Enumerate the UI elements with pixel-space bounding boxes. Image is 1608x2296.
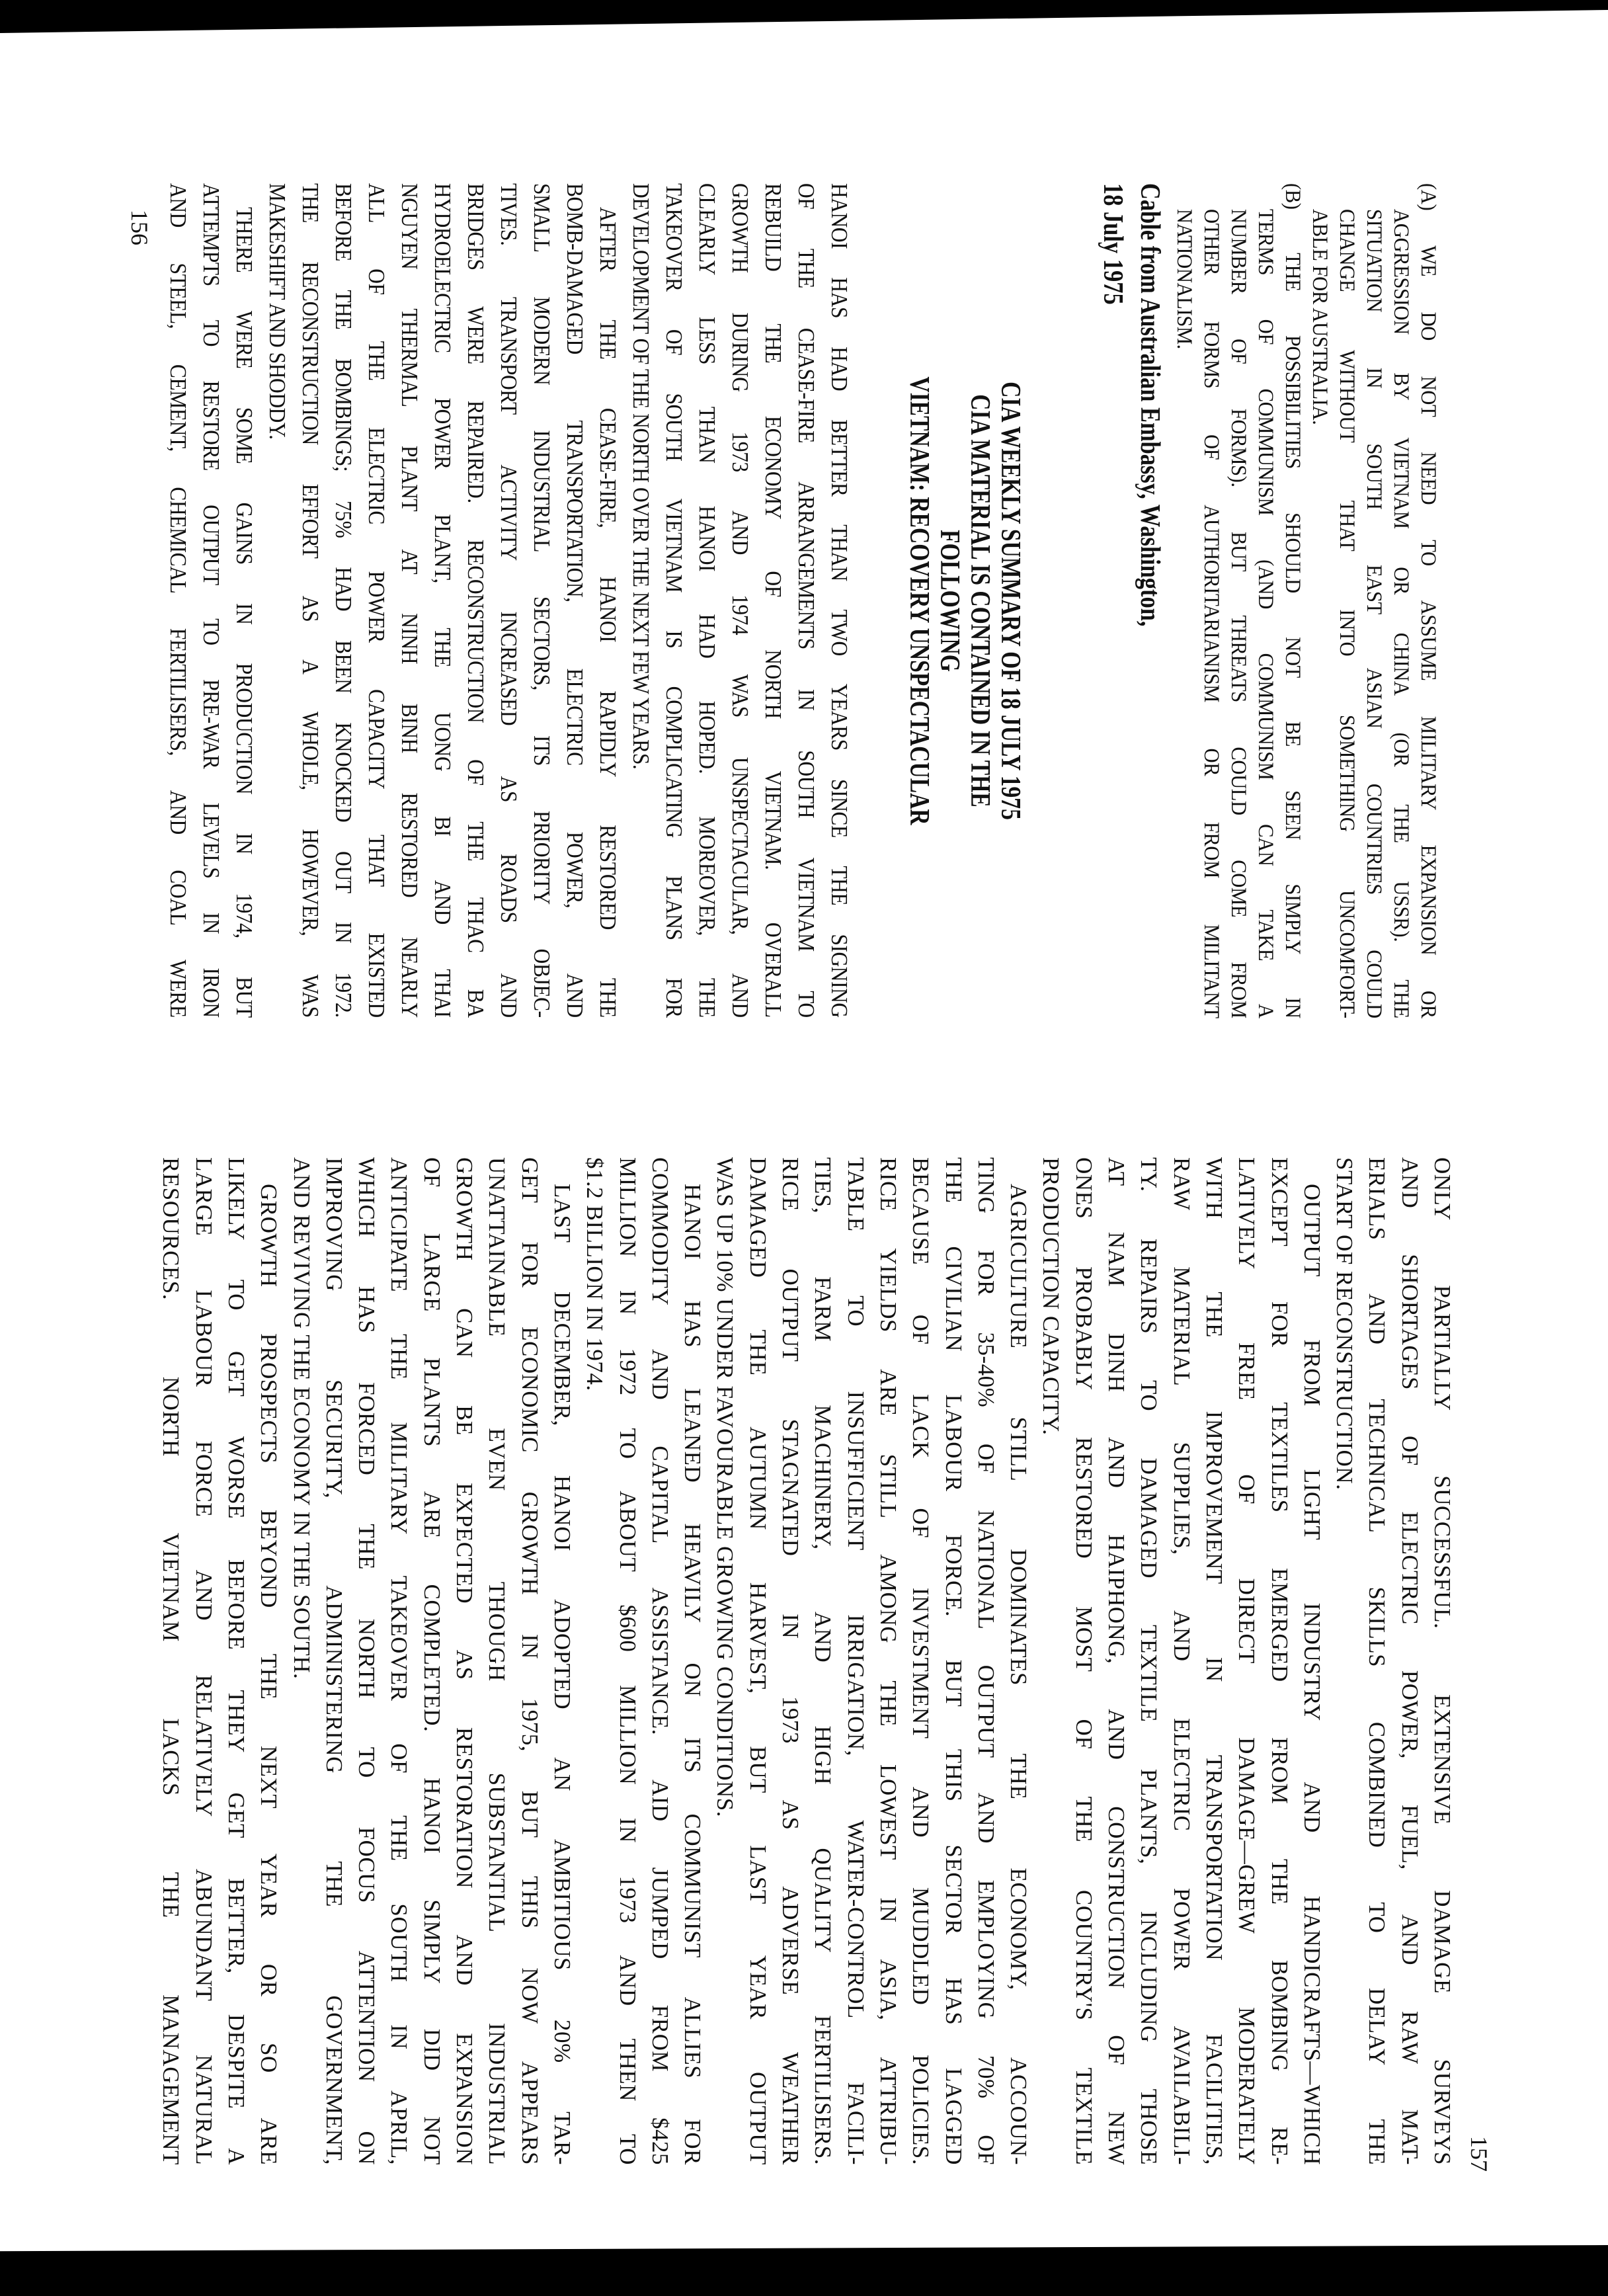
text-line: TAKEOVER OF SOUTH VIETNAM IS COMPLICATING PLANS FOR <box>661 183 687 1018</box>
scan-edge-bottom <box>0 2245 1608 2296</box>
text-line: EXCEPT FOR TEXTILES EMERGED FROM THE BOMBING RE- <box>1266 1157 1293 2165</box>
scan-edge-top <box>0 0 1608 33</box>
text-line: ERIALS AND TECHNICAL SKILLS COMBINED TO DELAY THE <box>1364 1157 1390 2165</box>
text-line: SMALL MODERN INDUSTRIAL SECTORS, ITS PRIORITY OBJEC- <box>529 183 555 1018</box>
text-line: TABLE TO INSUFFICIENT IRRIGATION, WATER-CONTROL FACILI- <box>842 1157 869 2165</box>
text-line: LAST DECEMBER, HANOI ADOPTED AN AMBITIOUS 20% TAR- <box>549 1184 575 2165</box>
text-line: START OF RECONSTRUCTION. <box>1332 1157 1358 1491</box>
body-text <box>155 1157 1459 2165</box>
page-number: 157 <box>1466 2136 1492 2172</box>
text-line: DAMAGED THE AUTUMN HARVEST, BUT LAST YEAR OUTPUT <box>744 1157 771 2165</box>
text-line: TING FOR 35-40% OF NATIONAL OUTPUT AND EMPLOYING 70% OF <box>973 1157 999 2165</box>
text-line: TIVES. TRANSPORT ACTIVITY INCREASED AS ROADS AND <box>496 183 522 1018</box>
text-line: CHANGE WITHOUT THAT INTO SOMETHING UNCOMFORT- <box>1335 209 1359 1018</box>
text-line: MILLION IN 1972 TO ABOUT $600 MILLION IN 1973 AND THEN TO <box>614 1157 641 2165</box>
text-line: TY. REPAIRS TO DAMAGED TEXTILE PLANTS, INCLUDING THOSE <box>1136 1157 1162 2165</box>
text-line: SITUATION IN SOUTH EAST ASIAN COUNTRIES COULD <box>1362 209 1386 1018</box>
text-line: HYDROELECTRIC POWER PLANT, THE UONG BI AND THAI <box>430 183 456 1018</box>
text-line: OF LARGE PLANTS ARE COMPLETED. HANOI SIMPLY DID NOT <box>419 1157 445 2165</box>
text-line: (B) THE POSSIBILITIES SHOULD NOT BE SEEN SIMPLY IN <box>1281 183 1305 1018</box>
text-line: WHICH HAS FORCED THE NORTH TO FOCUS ATTENTION ON <box>354 1157 380 2165</box>
text-line: REBUILD THE ECONOMY OF NORTH VIETNAM. OVERALL <box>760 183 786 1018</box>
text-line: DEVELOPMENT OF THE NORTH OVER THE NEXT FEW YEARS. <box>628 183 654 770</box>
text-line: GROWTH DURING 1973 AND 1974 WAS UNSPECTACULAR, AND <box>727 183 753 1018</box>
text-line: WITH THE IMPROVEMENT IN TRANSPORTATION FACILITIES, <box>1201 1157 1227 2165</box>
text-line: WAS UP 10% UNDER FAVOURABLE GROWING CONDITIONS. <box>712 1157 739 1817</box>
text-line: OF THE CEASE-FIRE ARRANGEMENTS IN SOUTH VIETNAM TO <box>793 183 819 1018</box>
text-line: CIA MATERIAL IS CONTAINED IN THE <box>965 394 995 807</box>
text-line: $1.2 BILLION IN 1974. <box>582 1157 608 1391</box>
text-line: COMMODITY AND CAPITAL ASSISTANCE. AID JUMPED FROM $425 <box>647 1157 673 2165</box>
text-line: HANOI HAS HAD BETTER THAN TWO YEARS SINCE THE SIGNING <box>826 183 852 1018</box>
text-line: BOMB-DAMAGED TRANSPORTATION, ELECTRIC POWER, AND <box>562 183 588 1018</box>
text-line: (A) WE DO NOT NEED TO ASSUME MILITARY EXPANSION OR <box>1416 183 1440 1018</box>
text-line: LARGE LABOUR FORCE AND RELATIVELY ABUNDANT NATURAL <box>190 1157 217 2165</box>
page-156 <box>126 183 1448 1018</box>
text-line: BEFORE THE BOMBINGS; 75% HAD BEEN KNOCKED OUT IN 1972. <box>331 183 356 1018</box>
article-title <box>904 183 1025 1018</box>
text-line: GET FOR ECONOMIC GROWTH IN 1975, BUT THIS NOW APPEARS <box>516 1157 543 2165</box>
text-line: BECAUSE OF LACK OF INVESTMENT AND MUDDLED POLICIES. <box>908 1157 934 2165</box>
text-line: GROWTH CAN BE EXPECTED AS RESTORATION AND EXPANSION <box>452 1157 478 2165</box>
text-line: CLEARLY LESS THAN HANOI HAD HOPED. MOREOVER, THE <box>694 183 720 1018</box>
text-line: AND STEEL, CEMENT, CHEMICAL FERTILISERS, AND COAL WERE <box>165 183 191 1018</box>
list-points <box>1170 183 1441 1018</box>
text-line: ANTICIPATE THE MILITARY TAKEOVER OF THE SOUTH IN APRIL, <box>386 1157 413 2165</box>
text-line: RAW MATERIAL SUPPLIES, AND ELECTRIC POWER AVAILABILI- <box>1168 1157 1195 2165</box>
text-line: Cable from Australian Embassy, Washington, <box>1135 183 1165 627</box>
text-line: MAKESHIFT AND SHODDY. <box>264 183 290 440</box>
text-line: NGUYEN THERMAL PLANT AT NINH BINH RESTORED NEARLY <box>397 183 422 1018</box>
text-line: BRIDGES WERE REPAIRED. RECONSTRUCTION OF THE THAC BA <box>463 183 489 1018</box>
text-line: AT NAM DINH AND HAIPHONG, AND CONSTRUCTION OF NEW <box>1104 1157 1130 2165</box>
text-line: NATIONALISM. <box>1172 209 1196 349</box>
text-line: LATIVELY FREE OF DIRECT DAMAGE—GREW MODERATELY <box>1234 1157 1260 2165</box>
text-line: TIES, FARM MACHINERY, AND HIGH QUALITY FERTILISERS. <box>810 1157 836 2165</box>
text-line: IMPROVING SECURITY, ADMINISTERING THE GOVERNMENT, <box>321 1157 347 2165</box>
page-157 <box>139 1157 1492 2172</box>
text-line: RESOURCES. NORTH VIETNAM LACKS THE MANAGEMENT <box>158 1157 184 2165</box>
text-line: ONES PROBABLY RESTORED MOST OF THE COUNTRY'S TEXTILE <box>1070 1157 1097 2165</box>
text-line: 18 July 1975 <box>1098 183 1128 305</box>
text-line: HANOI HAS LEANED HEAVILY ON ITS COMMUNIST ALLIES FOR <box>680 1184 706 2165</box>
page-number: 156 <box>126 210 153 245</box>
text-line: ABLE FOR AUSTRALIA. <box>1308 209 1332 425</box>
text-line: PRODUCTION CAPACITY. <box>1038 1157 1065 1436</box>
text-line: UNATTAINABLE EVEN THOUGH SUBSTANTIAL INDUSTRIAL <box>484 1157 510 2165</box>
text-line: FOLLOWING <box>934 530 965 672</box>
text-line: CIA WEEKLY SUMMARY OF 18 JULY 1975 <box>995 382 1025 820</box>
text-line: ATTEMPTS TO RESTORE OUTPUT TO PRE-WAR LEVELS IN IRON <box>198 183 224 1018</box>
text-line: GROWTH PROSPECTS BEYOND THE NEXT YEAR OR SO ARE <box>256 1184 282 2165</box>
text-line: ONLY PARTIALLY SUCCESSFUL. EXTENSIVE DAMAGE SURVEYS <box>1429 1157 1455 2165</box>
text-line: OTHER FORMS OF AUTHORITARIANISM OR FROM MILITANT <box>1199 209 1223 1018</box>
text-line: AGGRESSION BY VIETNAM OR CHINA (OR THE USSR). THE <box>1389 209 1413 1018</box>
body-text <box>161 183 856 1018</box>
text-line: THERE WERE SOME GAINS IN PRODUCTION IN 1974, BUT <box>231 207 257 1018</box>
text-line: RICE OUTPUT STAGNATED IN 1973 AS ADVERSE WEATHER <box>778 1157 804 2165</box>
text-line: RICE YIELDS ARE STILL AMONG THE LOWEST IN ASIA, ATTRIBU- <box>875 1157 901 2165</box>
text-line: AGRICULTURE STILL DOMINATES THE ECONOMY, ACCOUN- <box>1006 1184 1032 2165</box>
cable-heading <box>1094 183 1168 1018</box>
text-line: THE RECONSTRUCTION EFFORT AS A WHOLE, HOWEVER, WAS <box>298 183 323 1018</box>
text-line: THE CIVILIAN LABOUR FORCE. BUT THIS SECTOR HAS LAGGED <box>940 1157 967 2165</box>
text-line: AND SHORTAGES OF ELECTRIC POWER, FUEL, AND RAW MAT- <box>1396 1157 1423 2165</box>
text-line: LIKELY TO GET WORSE BEFORE THEY GET BETTER, DESPITE A <box>223 1157 250 2165</box>
text-line: AFTER THE CEASE-FIRE, HANOI RAPIDLY RESTORED THE <box>595 207 621 1018</box>
text-line: OUTPUT FROM LIGHT INDUSTRY AND HANDICRAFTS—WHICH <box>1299 1184 1325 2165</box>
text-line: TERMS OF COMMUNISM (AND COMMUNISM CAN TAKE A <box>1254 209 1277 1018</box>
text-line: NUMBER OF FORMS). BUT THREATS COULD COME FROM <box>1226 209 1250 1018</box>
text-line: VIETNAM: RECOVERY UNSPECTACULAR <box>904 376 934 825</box>
text-line: ALL OF THE ELECTRIC POWER CAPACITY THAT EXISTED <box>364 183 389 1018</box>
text-line: AND REVIVING THE ECONOMY IN THE SOUTH. <box>288 1157 315 1680</box>
